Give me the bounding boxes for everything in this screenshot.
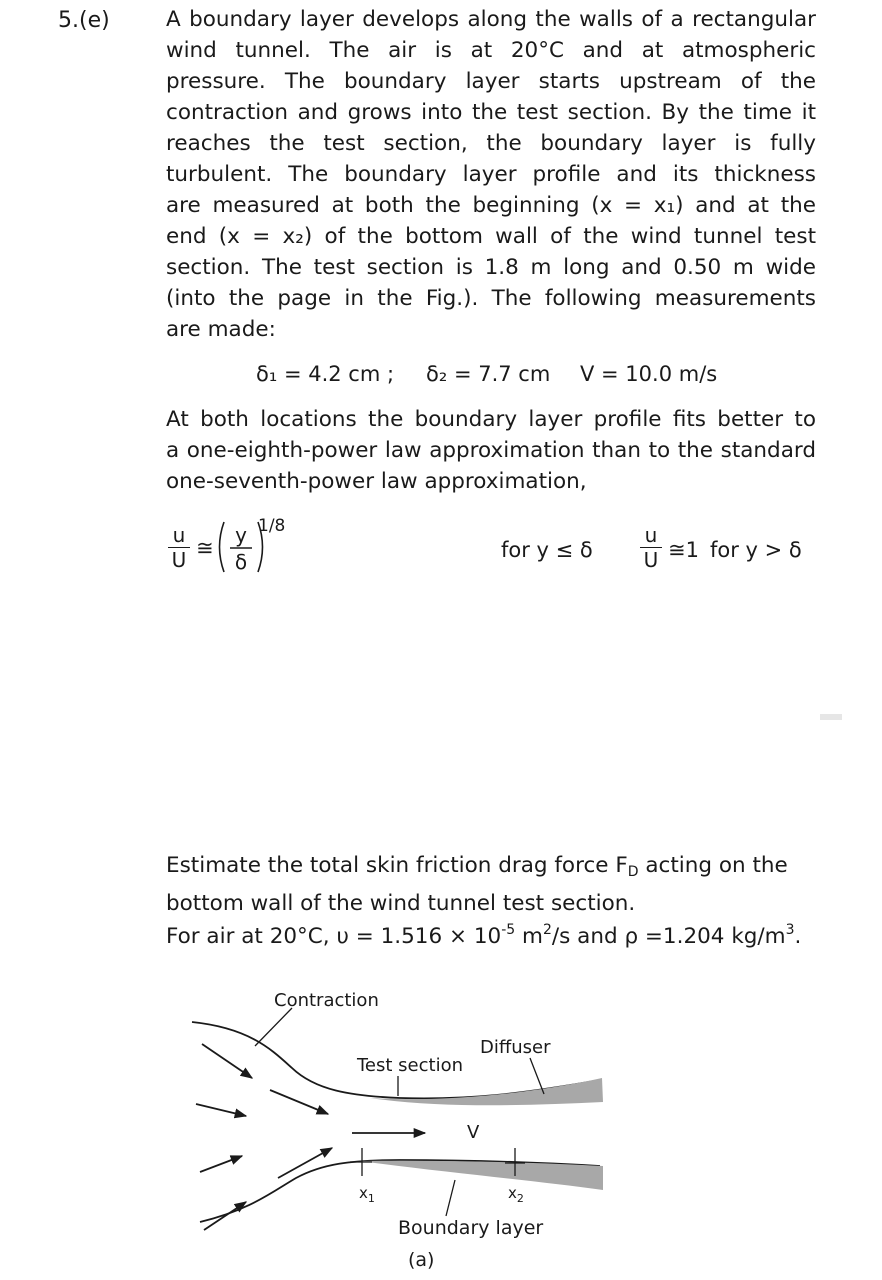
paragraph-line: bottom wall of the wind tunnel test section. [166, 891, 636, 916]
label-x2 [508, 1184, 524, 1205]
period: . [794, 924, 802, 949]
flow-arrow [204, 1202, 246, 1230]
drag-text-tail: acting on the [638, 853, 788, 878]
air-properties [166, 922, 801, 949]
paragraph-line: turbulent. The boundary layer profile and its thickness [166, 162, 816, 187]
paragraph-line: section. The test section is 1.8 m long and 0.50 m wide [166, 255, 816, 280]
problem-paragraph-2 [166, 404, 816, 497]
x1-letter: x [359, 1184, 368, 1202]
force-subscript: D [627, 864, 639, 880]
lower-boundary-layer [360, 1161, 603, 1190]
label-boundary-layer: Boundary layer [398, 1217, 544, 1239]
question-number: 5.(e) [58, 8, 110, 33]
numerator-u: u [172, 523, 186, 547]
measurement-delta1: δ₁ = 4.2 cm ; [256, 362, 395, 386]
flow-arrow [200, 1156, 242, 1172]
flow-arrow [196, 1104, 246, 1116]
label-diffuser: Diffuser [480, 1037, 551, 1058]
air-props-mid: /s and ρ =1.204 kg/m [551, 924, 786, 949]
x2-subscript: 2 [516, 1192, 524, 1205]
power-law-expression [214, 516, 288, 578]
problem-paragraph-3 [166, 850, 816, 919]
label-contraction: Contraction [274, 990, 379, 1011]
drag-text: Estimate the total skin friction drag force F [166, 853, 628, 878]
leader-boundary-layer [446, 1180, 455, 1216]
paragraph-line: end (x = x₂) of the bottom wall of the wind tunnel test [166, 224, 816, 249]
flow-arrow [270, 1090, 328, 1114]
label-x1 [359, 1184, 375, 1205]
paragraph-line: are made: [166, 317, 276, 342]
x2-letter: x [508, 1184, 517, 1202]
fraction-u-over-U [168, 524, 190, 571]
fraction-u-over-U-2 [640, 524, 662, 571]
condition-y-le-delta: for y ≤ δ [501, 538, 593, 562]
numerator-u: u [644, 523, 658, 547]
x1-subscript: 1 [367, 1192, 375, 1205]
air-props-prefix: For air at 20°C, υ = 1.516 × 10 [166, 924, 502, 949]
paragraph-line: one-seventh-power law approximation, [166, 469, 587, 494]
paragraph-line: are measured at both the beginning (x = x₁) and at the [166, 193, 816, 218]
denominator-U: U [643, 548, 659, 572]
paragraph-line: a one-eighth-power law approximation than to the standard [166, 438, 816, 463]
paragraph-line [166, 850, 816, 888]
denominator-delta: δ [234, 550, 248, 574]
label-velocity: V [467, 1122, 480, 1143]
wind-tunnel-figure [180, 980, 620, 1276]
measurement-velocity: V = 10.0 m/s [580, 362, 718, 386]
measurement-delta2: δ₂ = 7.7 cm [426, 362, 551, 386]
unit-m: m [515, 924, 543, 949]
scan-mark [820, 714, 842, 720]
exponent: -5 [501, 922, 516, 938]
approx-sign: ≅ [196, 536, 214, 560]
numerator-y: y [235, 523, 247, 547]
paragraph-line: reaches the test section, the boundary layer is fully [166, 131, 816, 156]
label-test-section: Test section [357, 1055, 463, 1076]
paragraph-line: pressure. The boundary layer starts upstream of the [166, 69, 816, 94]
paragraph-line: wind tunnel. The air is at 20°C and at atmospheric [166, 38, 816, 63]
exponent: 1/8 [258, 516, 286, 536]
approx-one: ≅1 [668, 538, 699, 562]
figure-caption: (a) [408, 1249, 435, 1271]
paragraph-line: (into the page in the Fig.). The following measurements [166, 286, 816, 311]
left-paren [220, 522, 225, 572]
upper-boundary-layer [370, 1078, 603, 1105]
problem-paragraph-1 [166, 4, 816, 345]
leader-contraction [255, 1008, 292, 1046]
paragraph-line: contraction and grows into the test section. By the time it [166, 100, 816, 125]
flow-arrow [202, 1044, 252, 1078]
condition-y-gt-delta: for y > δ [710, 538, 802, 562]
denominator-U: U [171, 548, 187, 572]
leader-diffuser [530, 1058, 544, 1094]
cube: 3 [785, 922, 795, 938]
square: 2 [542, 922, 552, 938]
paragraph-line: At both locations the boundary layer profile fits better to [166, 407, 816, 432]
paragraph-line: A boundary layer develops along the walls of a rectangular [166, 7, 816, 32]
